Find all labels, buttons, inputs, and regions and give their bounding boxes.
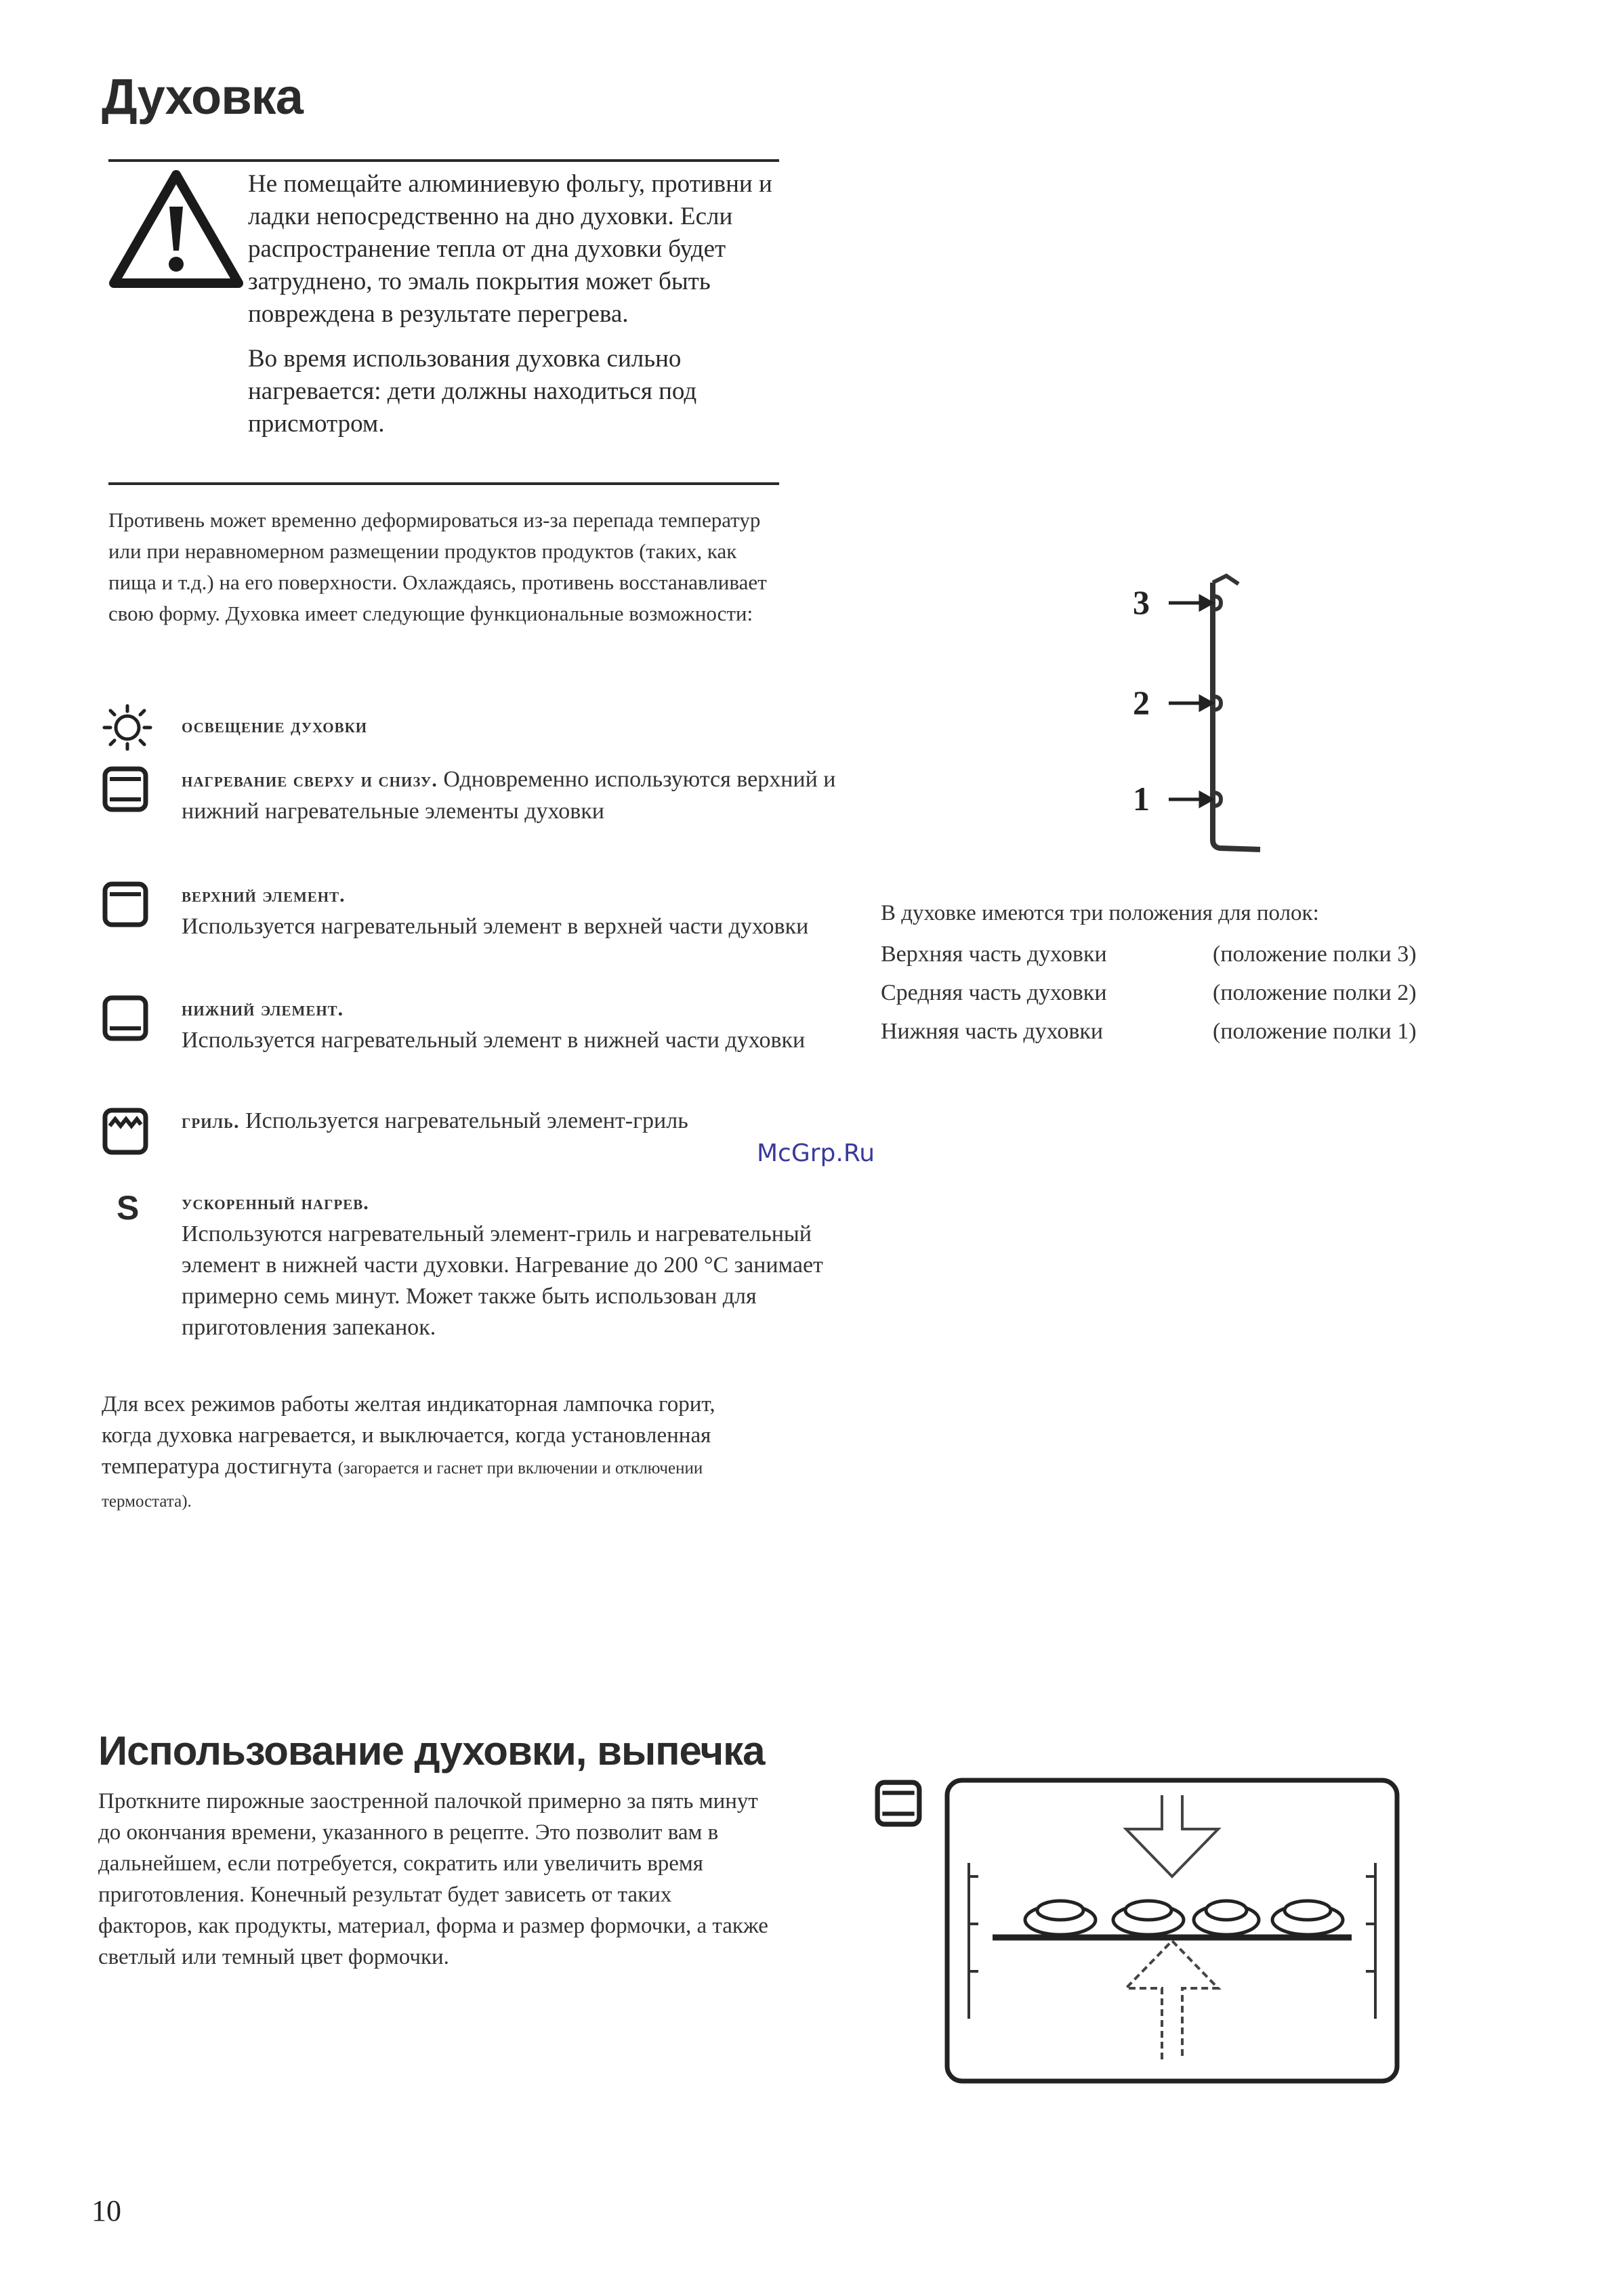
mode-text-top-element: Используется нагревательный элемент в верхней части духовки (182, 914, 809, 939)
warning-bottom-rule (108, 482, 779, 485)
shelf-row-position: (положение полки 2) (1213, 980, 1417, 1005)
mode-head-grill: гриль. (182, 1110, 240, 1133)
indicator-note-small: (загорается и гаснет при включении и отключении термостата). (102, 1459, 703, 1511)
mode-text-grill: Используется нагревательный элемент-гриль (245, 1108, 688, 1133)
shelf-row-part: Верхняя часть духовки (881, 942, 1107, 967)
mode-item-fast-heat (102, 1187, 823, 1377)
watermark[interactable]: McGrp.Ru (757, 1139, 875, 1167)
mode-text-bottom-element: Используется нагревательный элемент в нижней части духовки (182, 1028, 806, 1053)
page-number: 10 (91, 2194, 121, 2227)
mode-head-bottom-element: нижний элемент. (182, 998, 344, 1020)
section-title-baking: Использование духовки, выпечка (98, 1728, 765, 1774)
grill-icon (102, 1107, 149, 1160)
mode-text-fast-heat: Используются нагревательный элемент-гриль и нагревательный элемент в нижней части духовки. Нагревание до 200 °С занимает примерно семь минут. Может также быть использован для приготовления запеканок. (182, 1221, 823, 1340)
indicator-note (102, 1389, 766, 1517)
shelf-intro: В духовке имеются три положения для полок: (881, 901, 1319, 925)
shelf-label-2: 2 (1133, 684, 1150, 721)
shelf-row-bottom (881, 1016, 1417, 1047)
mode-item-bottom-element (102, 993, 806, 1068)
shelf-label-1: 1 (1133, 780, 1150, 818)
shelf-row-middle (881, 978, 1417, 1009)
bottom-element-icon (102, 994, 149, 1045)
shelf-row-top (881, 939, 1417, 970)
shelf-label-3: 3 (1133, 583, 1150, 621)
fast-heat-icon: S (117, 1189, 140, 1227)
warning-paragraph-1: Не помещайте алюминиевую фольгу, противни и ладки непосредственно на дно духовки. Если распространение тепла от дна духовки будет затруднено, то эмаль покрытия может быть повреждена в результате перегрева. (248, 170, 772, 328)
mode-head-top-bottom: нагревание сверху и снизу. (182, 769, 438, 791)
top-bottom-heat-icon (874, 1779, 923, 1831)
oven-baking-illustration (942, 1775, 1402, 2090)
top-element-icon (102, 881, 149, 931)
shelf-row-position: (положение полки 3) (1213, 942, 1417, 967)
shelf-row-position: (положение полки 1) (1213, 1019, 1417, 1044)
shelf-row-part: Средняя часть духовки (881, 980, 1107, 1005)
indicator-note-main: Для всех режимов работы желтая индикаторная лампочка горит, когда духовка нагревается, и выключается, когда установленная температура достигнута (102, 1392, 715, 1479)
mode-head-top-element: верхний элемент. (182, 884, 346, 906)
warning-top-rule (108, 159, 779, 162)
warning-text (248, 168, 783, 440)
warning-triangle-icon (108, 169, 244, 291)
section-title-oven: Духовка (102, 68, 303, 125)
mode-item-light (102, 702, 779, 742)
shelf-row-part: Нижняя часть духовки (881, 1019, 1104, 1044)
lamp-icon (102, 703, 153, 754)
baking-paragraph: Проткните пирожные заостренной палочкой примерно за пять минут до окончания времени, указанного в рецепте. Это позволит вам в дальнейшем, если потребуется, сократить или увеличить время приготовления. Конечный результат будет зависеть от таких факторов, как продукты, материал, форма и размер формочки, а также светлый или темный цвет формочки. (98, 1789, 768, 1969)
warning-paragraph-2: Во время использования духовка сильно нагревается: дети должны находиться под присмотром. (248, 345, 697, 438)
mode-text-top-bottom: Одновременно используются верхний и нижний нагревательные элементы духовки (182, 767, 836, 824)
mode-item-grill (102, 1106, 779, 1173)
mode-head-light: освещение духовки (182, 715, 368, 737)
mode-head-fast-heat: ускоренный нагрев. (182, 1192, 369, 1214)
top-bottom-heat-icon (102, 765, 149, 816)
mode-item-top-element (102, 879, 809, 954)
oven-intro-paragraph: Противень может временно деформироваться из-за перепада температур или при неравномерном размещении продуктов продуктов (таких, как пища и т.д.) на его поверхности. Охлаждаясь, противень восстанавливает свою форму. Духовка имеет следующие функциональные возможности: (108, 508, 767, 625)
mode-item-top-bottom (102, 764, 836, 859)
